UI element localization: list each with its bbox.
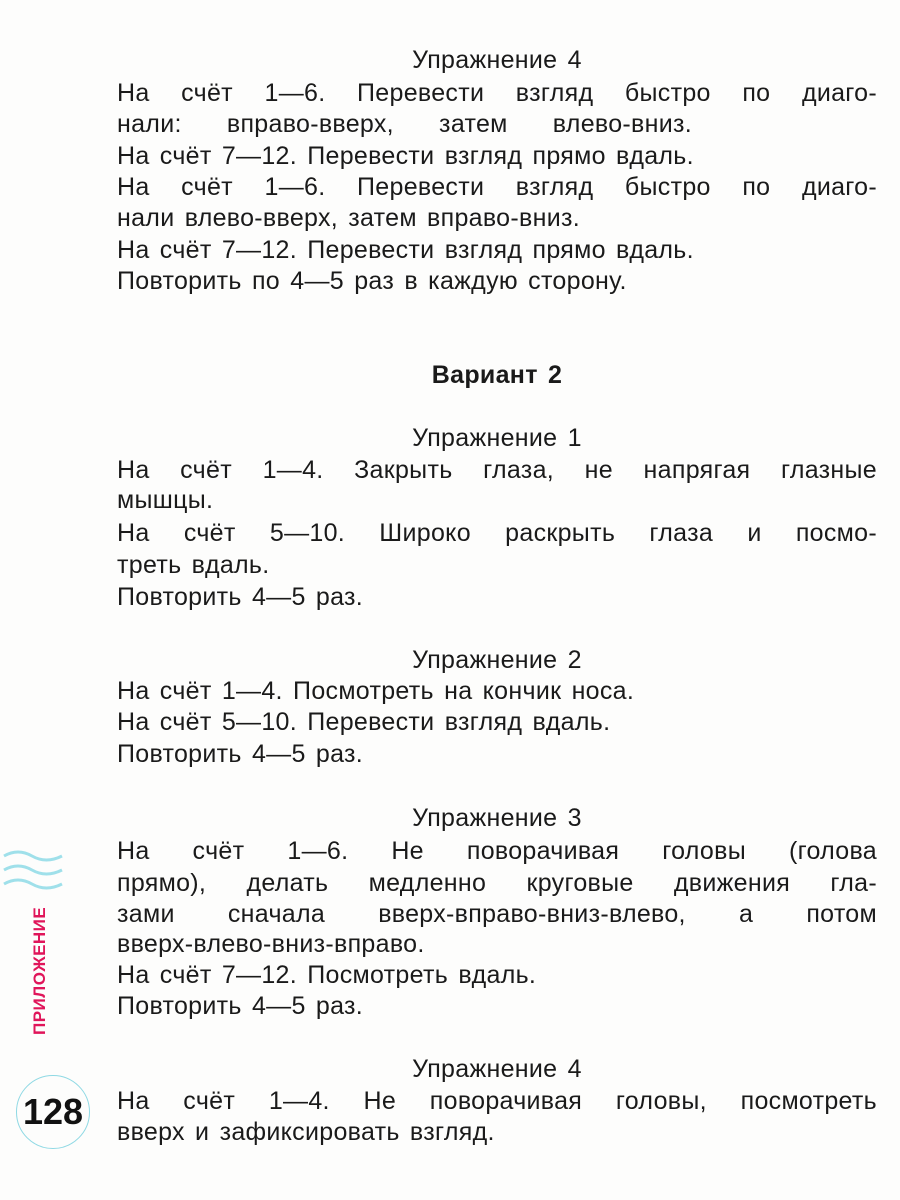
exercise-heading: Упражнение 4 [412, 1055, 582, 1083]
wave-decoration-icon [2, 848, 66, 892]
text-line: нали: вправо-вверх, затем влево-вниз. [117, 110, 692, 138]
text-line: На счёт 1—6. Перевести взгляд быстро по диаго- [117, 79, 877, 107]
text-line: нали влево-вверх, затем вправо-вниз. [117, 204, 580, 232]
text-line: На счёт 1—6. Перевести взгляд быстро по диаго- [117, 173, 877, 201]
exercise-heading: Упражнение 1 [412, 424, 582, 452]
text-line: На счёт 7—12. Перевести взгляд прямо вдаль. [117, 142, 694, 170]
text-line: На счёт 1—6. Не поворачивая головы (голова [117, 837, 877, 865]
exercise-heading: Упражнение 4 [412, 46, 582, 74]
page-number: 128 [16, 1075, 90, 1149]
text-line: прямо), делать медленно круговые движения гла- [117, 869, 877, 897]
text-line: Повторить по 4—5 раз в каждую сторону. [117, 267, 627, 295]
text-line: На счёт 1—4. Не поворачивая головы, посмотреть [117, 1087, 877, 1115]
text-line: вверх и зафиксировать взгляд. [117, 1118, 495, 1146]
text-line: На счёт 7—12. Перевести взгляд прямо вдаль. [117, 236, 694, 264]
text-line: вверх-влево-вниз-вправо. [117, 930, 425, 958]
section-label: ПРИЛОЖЕНИЕ [30, 906, 49, 1035]
text-line: На счёт 1—4. Посмотреть на кончик носа. [117, 677, 635, 705]
text-line: На счёт 7—12. Посмотреть вдаль. [117, 961, 537, 989]
text-line: На счёт 1—4. Закрыть глаза, не напрягая глазные [117, 456, 877, 484]
text-line: На счёт 5—10. Широко раскрыть глаза и посмо- [117, 519, 877, 547]
text-line: Повторить 4—5 раз. [117, 583, 364, 611]
exercise-heading: Упражнение 2 [412, 646, 582, 674]
text-line: Повторить 4—5 раз. [117, 740, 364, 768]
text-line: зами сначала вверх-вправо-вниз-влево, а потом [117, 900, 877, 928]
text-line: На счёт 5—10. Перевести взгляд вдаль. [117, 708, 611, 736]
exercise-heading: Упражнение 3 [412, 804, 582, 832]
text-line: треть вдаль. [117, 551, 270, 579]
variant-title: Вариант 2 [431, 361, 563, 389]
text-line: Повторить 4—5 раз. [117, 992, 364, 1020]
text-line: мышцы. [117, 486, 214, 514]
